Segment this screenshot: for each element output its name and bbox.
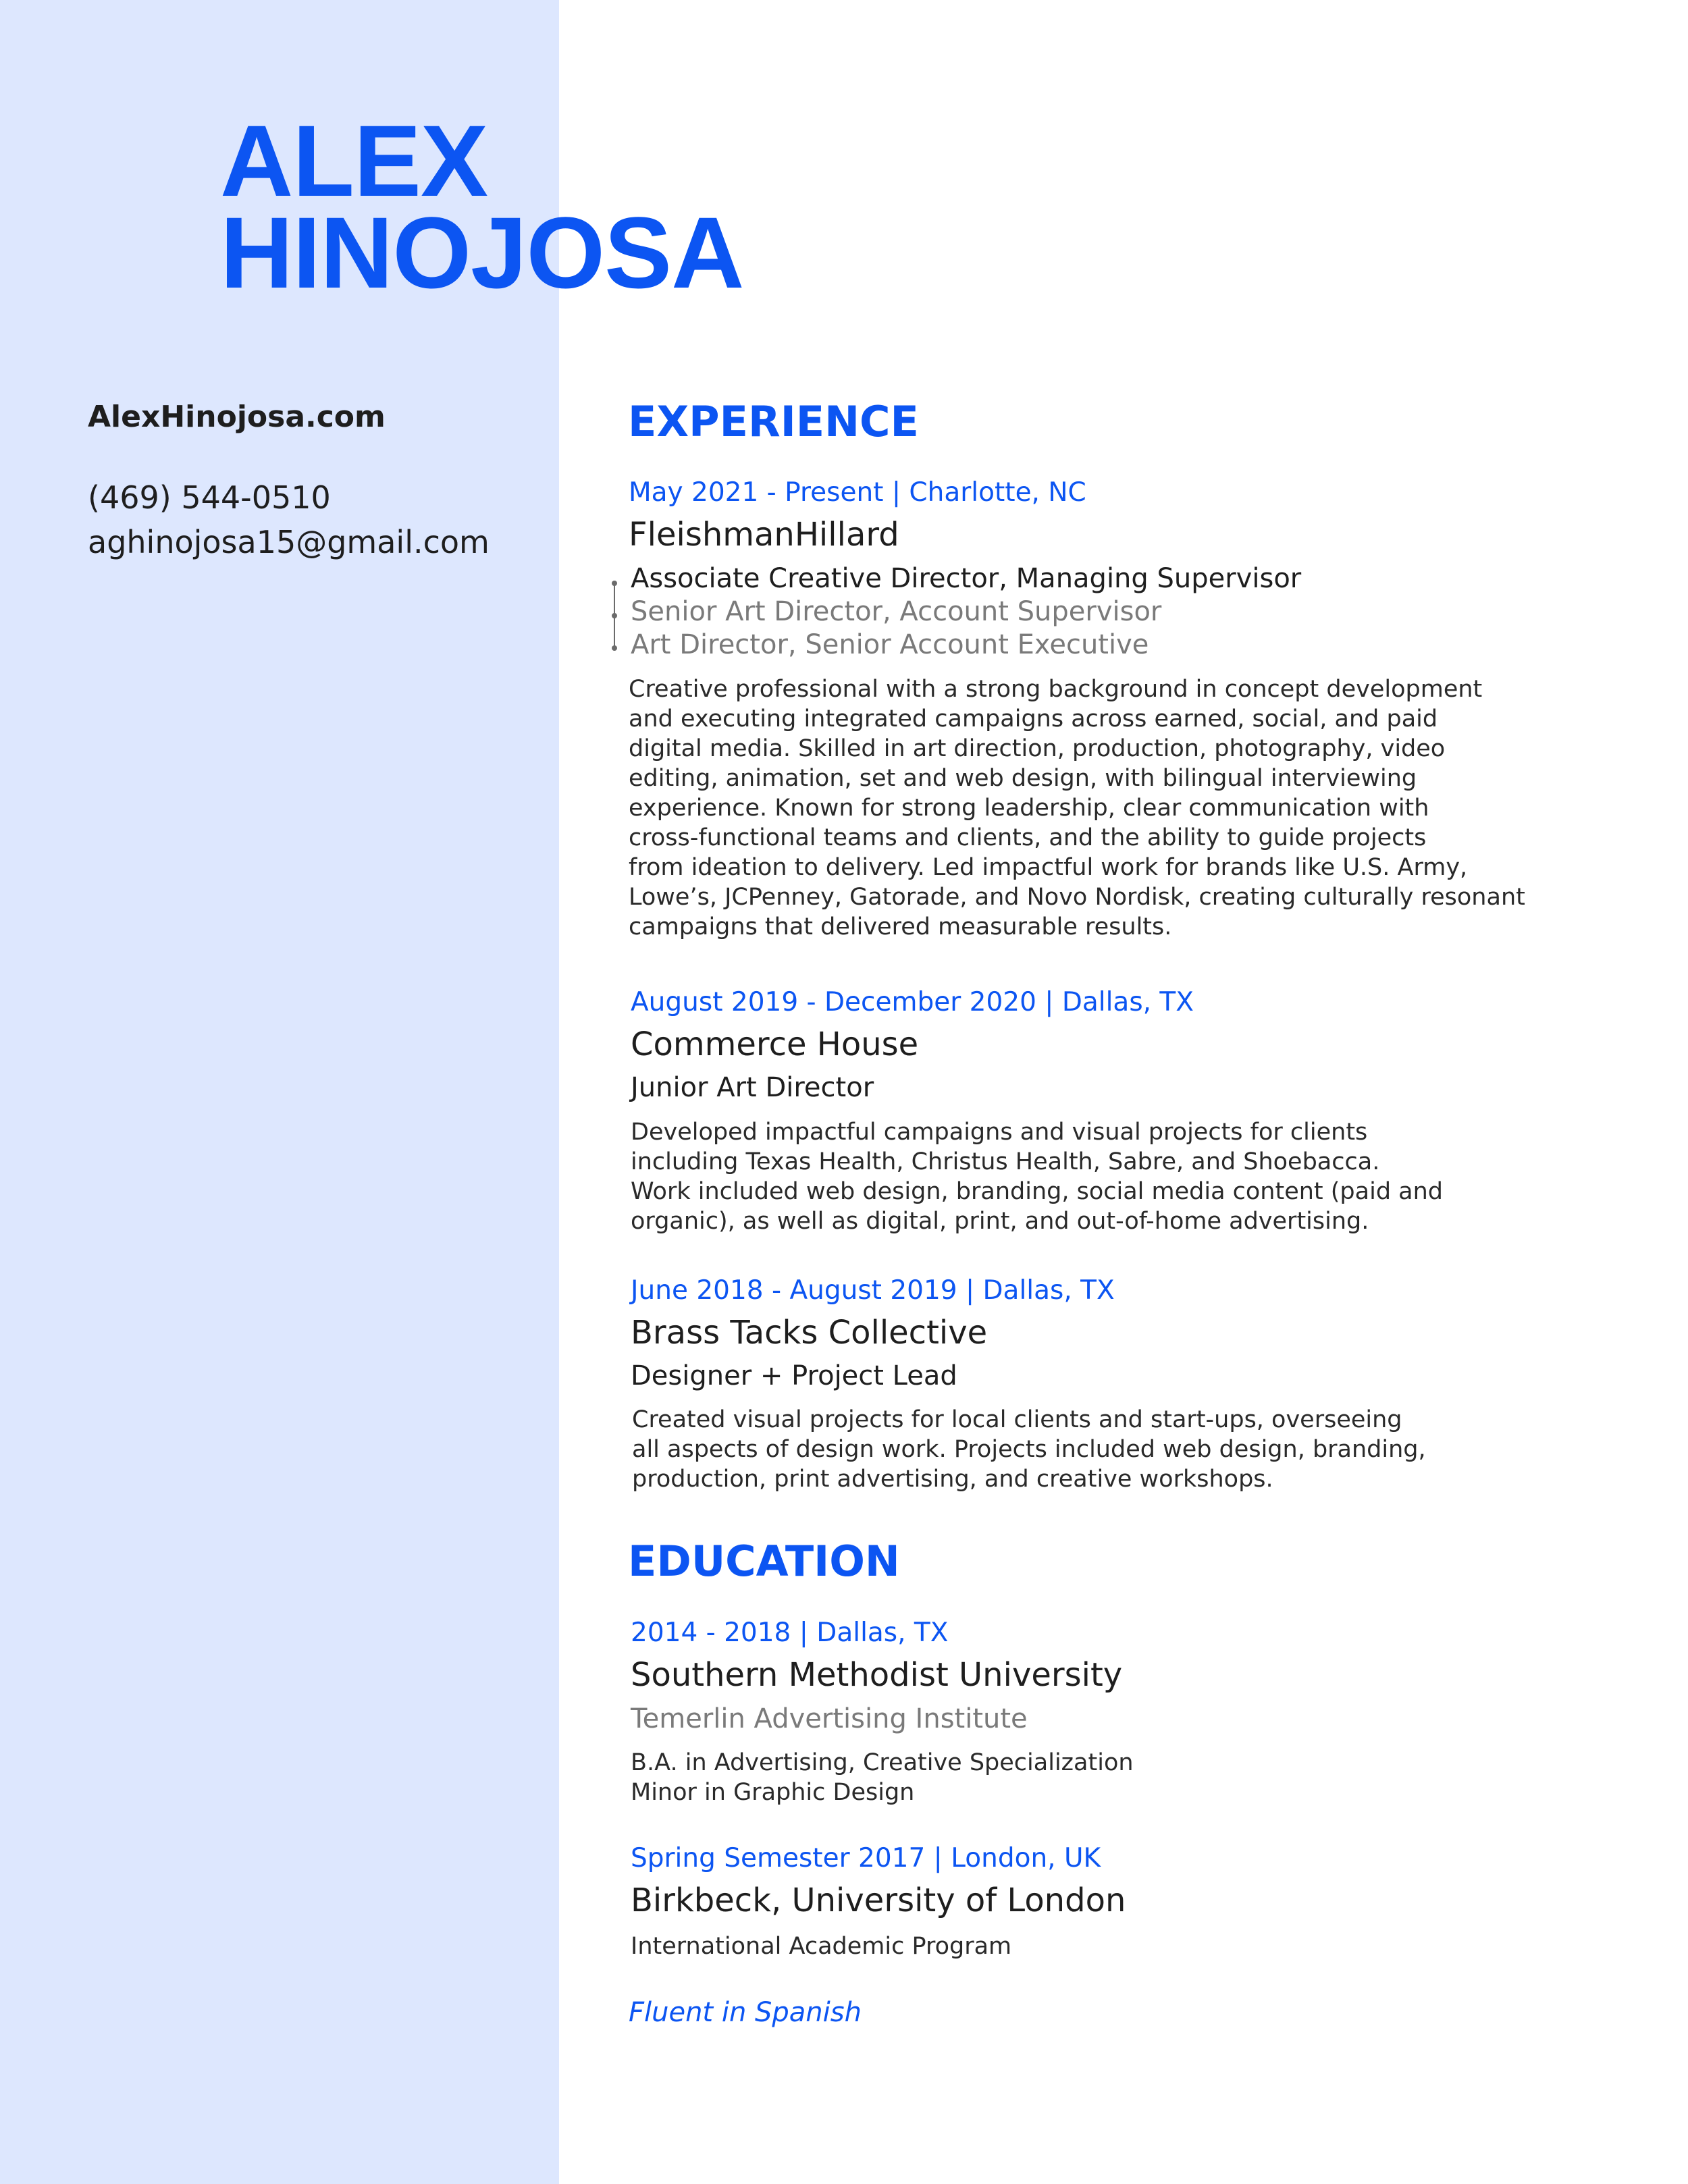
job-role-current: Junior Art Director [631, 1072, 874, 1103]
job-role-current: Associate Creative Director, Managing Supervisor [631, 563, 1302, 594]
program-details: International Academic Program [631, 1933, 1012, 1960]
company-name: Commerce House [631, 1026, 919, 1063]
degree-details: B.A. in Advertising, Creative Specialization Minor in Graphic Design [631, 1749, 1134, 1806]
school-subunit: Temerlin Advertising Institute [631, 1703, 1028, 1734]
job-description: Created visual projects for local clients and start-ups, overseeing all aspects of design work. Projects included web design, branding, production, print advertising, and creative workshops. [632, 1406, 1426, 1493]
job-description: Creative professional with a strong background in concept development and executing integrated campaigns across earned, social, and paid digital media. Skilled in art direction, production, photography, video editing, animation, set and web design, with bilingual interviewing experience. Known for strong leadership, clear communication with cross-functional teams and clients, and the ability to guide projects from ideation to delivery. Led impactful work for brands like U.S. Army, Lowe’s, JCPenney, Gatorade, and Novo Nordisk, creating culturally resonant campaigns that delivered measurable results. [629, 676, 1525, 940]
last-name: HINOJOSA [220, 196, 744, 309]
job-dates: May 2021 - Present | Charlotte, NC [629, 477, 1086, 508]
experience-heading: EXPERIENCE [628, 397, 919, 446]
company-name: FleishmanHillard [629, 516, 899, 554]
job-description: Developed impactful campaigns and visual projects for clients including Texas Health, Christus Health, Sabre, and Shoebacca. Work included web design, branding, social media content (paid and organic), as well as digital, print, and out-of-home advertising. [631, 1119, 1444, 1235]
email-link[interactable]: aghinojosa15@gmail.com [88, 524, 490, 560]
education-heading: EDUCATION [628, 1537, 900, 1586]
school-dates: 2014 - 2018 | Dallas, TX [631, 1618, 949, 1648]
phone-number: (469) 544-0510 [88, 479, 331, 516]
job-dates: June 2018 - August 2019 | Dallas, TX [631, 1275, 1115, 1306]
first-name: ALEX [220, 104, 488, 217]
school-name: Southern Methodist University [631, 1656, 1123, 1694]
job-role-previous: Senior Art Director, Account Supervisor [631, 596, 1162, 627]
role-timeline-icon [610, 579, 618, 652]
job-role-current: Designer + Project Lead [631, 1360, 957, 1391]
job-dates: August 2019 - December 2020 | Dallas, TX [631, 987, 1194, 1017]
school-name: Birkbeck, University of London [631, 1882, 1126, 1919]
sidebar-background [0, 0, 559, 2184]
company-name: Brass Tacks Collective [631, 1314, 988, 1352]
job-role-previous: Art Director, Senior Account Executive [631, 629, 1149, 660]
language-skill: Fluent in Spanish [629, 1997, 862, 2028]
website-link[interactable]: AlexHinojosa.com [88, 400, 386, 434]
candidate-name [220, 104, 744, 309]
school-dates: Spring Semester 2017 | London, UK [631, 1843, 1101, 1873]
